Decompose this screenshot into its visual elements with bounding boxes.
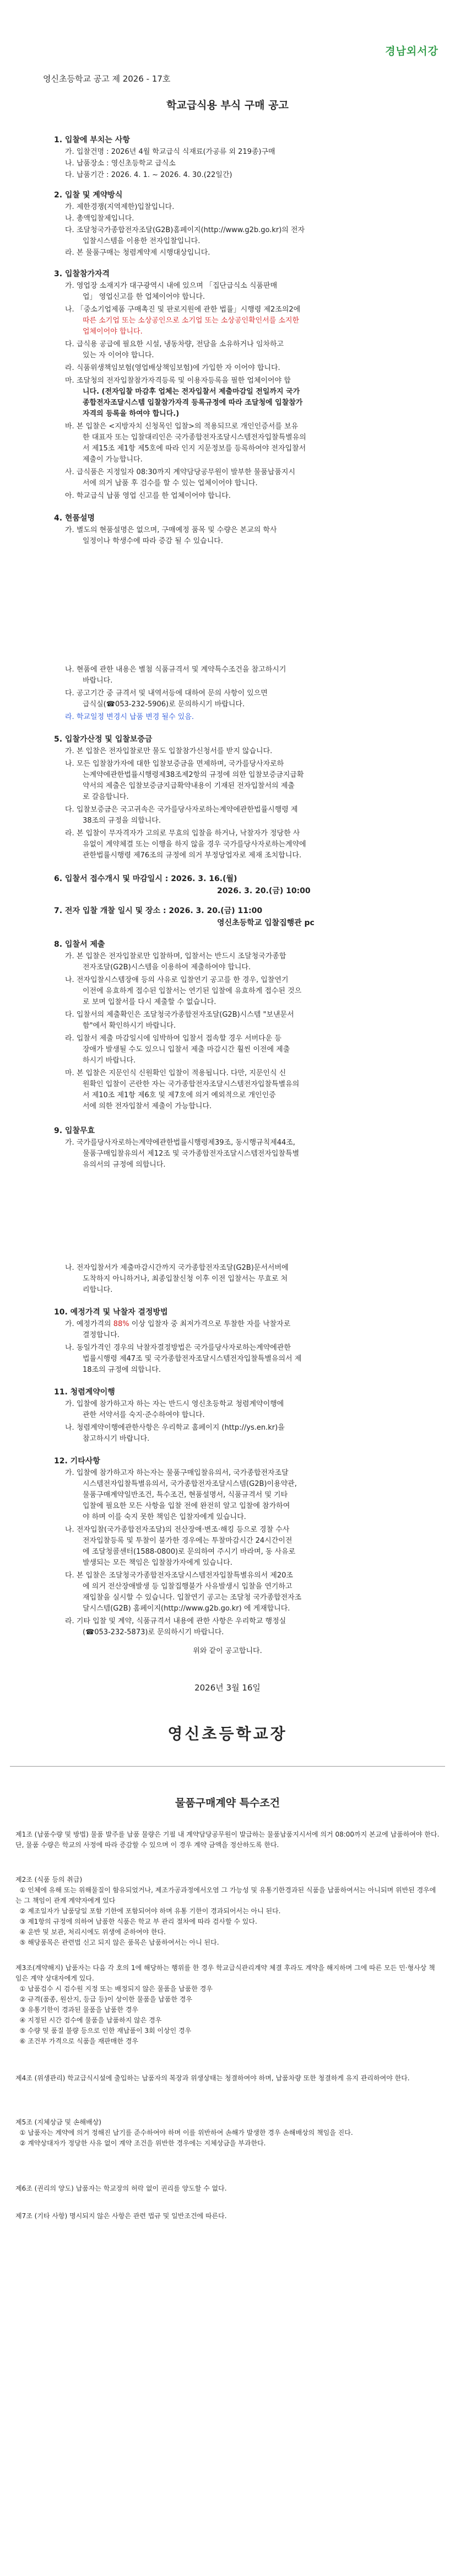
section-4-item: 가. 별도의 현품설명은 없으며, 구매예정 품목 및 수량은 본교의 학사 (65, 526, 277, 534)
section-12-item: 다. 본 입찰은 조달청국가종합전자조달시스템전자입찰특별유의서 제20조 (65, 1571, 293, 1580)
section-2-item: 가. 제한경쟁(지역제한)입찰입니다. (65, 203, 175, 211)
section-8-item-cont: 서 제10조 제1항 제6호 및 제7호에 의거 예외적으로 개인인증 (83, 1091, 276, 1099)
section-8-heading: 8. 입찰서 제출 (54, 940, 105, 949)
section-12-item-cont: 에 조달청콜센터(1588-0800)로 문의하여 주시기 바라며, 동 사유로 (83, 1548, 296, 1556)
section-5-item-cont: 로 갈음합니다. (83, 793, 129, 801)
section-5-item: 가. 본 입찰은 전자입찰로만 물도 입찰참가신청서를 받지 않습니다. (65, 747, 273, 755)
section-5-item: 다. 입찰보증금은 국고귀속은 국가를당사자로하는계약에관한법률시행령 제 (65, 806, 298, 814)
divider (10, 1766, 445, 1767)
section-3-item: 다. 급식용 공급에 필요한 시설, 냉동차량, 전담을 소유하거나 임차하고 (65, 340, 284, 348)
section-3-item-cont: 따른 소기업 또는 소상공인으로 소기업 또는 소상공인확인서를 소지한 (83, 316, 300, 325)
school-logo: 경남외서강 (385, 45, 438, 57)
section-12-item-cont: (☎053-232-5873)로 문의하시기 바랍니다. (83, 1628, 224, 1636)
section-12-item: 라. 기타 입찰 및 계약, 식품규격서 내용에 관한 사항은 우리학교 행정실 (65, 1617, 286, 1625)
section-3-item-cont: 업체이어야 합니다. (83, 328, 143, 336)
section-8-item: 가. 본 입찰은 전자입찰로만 입찰하며, 입찰서는 반드시 조달청국가종합 (65, 952, 286, 960)
section-8-item-cont: 전자조달(G2B)시스템을 이용하여 제출하여야 합니다. (83, 963, 251, 972)
section-5-item-cont: 유없이 계약체결 또는 이행을 하지 않을 경우 국가를당사자로하는계약에 (83, 840, 306, 849)
section-12-heading: 12. 기타사항 (54, 1457, 100, 1466)
section-12-item-cont: 입찰에 필요한 모든 사항을 입찰 전에 완전히 알고 입찰에 참가하여 (83, 1502, 290, 1510)
section-9-item-cont: 도착하지 아니하거나, 최종입찰신청 이후 이전 입찰서는 무효로 처 (83, 1275, 288, 1283)
section-12-item-cont: 야 하며 이를 숙지 못한 책임은 입찰자에게 있습니다. (83, 1513, 246, 1521)
section-8-item: 마. 본 입찰은 지문인식 신원확인 입찰이 적용됩니다. 다만, 지문인식 신 (65, 1069, 286, 1077)
section-12-item: 가. 입찰에 참가하고자 하는자는 물품구매입찰유의서, 국가종합전자조달 (65, 1469, 289, 1477)
section-9-item: 나. 전자입찰서가 제출마감시간까지 국가종합전자조달(G2B)문서서버에 (65, 1264, 289, 1272)
section-3-item-cont: 종합전자조달시스템 입찰참가자격 등록규정에 따라 조달청에 입찰참가 (83, 399, 303, 407)
section-3-item: 사. 급식품은 지정일자 08:30까지 계약담당공무원이 발부한 물품납품지시 (65, 468, 296, 476)
reserve-price-percent: 88% (113, 1320, 129, 1328)
section-8-item-cont: 이전에 유효하게 접수된 입찰서는 연기된 입찰에 유효하게 접수된 것으 (83, 987, 302, 995)
section-3-item: 가. 영업장 소재지가 대구광역시 내에 있으며 「집단급식소 식품판매 (65, 282, 278, 290)
section-9-item-cont: 유의서의 규정에 의합니다. (83, 1161, 166, 1169)
section-10-item-text: 이상 입찰자 중 최저가격으로 투찰한 자를 낙찰자로 (129, 1320, 291, 1328)
section-8-item-cont: 함"에서 확인하시기 바랍니다. (83, 1022, 176, 1030)
section-10-item-text: 가. 예정가격의 (65, 1320, 113, 1328)
section-5-item-cont: 관한법률시행령 제76조의 규정에 의거 부정당업자로 제재 조치합니다. (83, 851, 302, 860)
notice-date: 2026년 3월 16일 (194, 1683, 261, 1693)
page-title: 학교급식용 부식 구매 공고 (166, 99, 289, 111)
section-6-deadline: 2026. 3. 20.(금) 10:00 (217, 887, 311, 895)
article-2: 제2조 (식품 등의 취급) ① 인체에 유해 또는 위해물질이 함유되었거나, 제조가공과정에서오염 그 가능성 및 유통기한경과된 식품을 납품하여서는 아니되며 위반된 경우에는 그 책임이 관계 계약자에게 있다 ② 제조일자가 납품당일 포함 기한에 포함되어야 하며 유통 기한이 경과되어서는 아니 된다. ③ 제1항의 규정에 의하여 납품한 식품은 학교 부 관리 절차에 따라 검사할 수 있다. ④ 운반 및 보관, 처리시에도 위생에 준하여야 한다. ⑤ 해당품목은 관련법 신고 되지 않은 품목은 납품하여서는 아니 된다. (15, 1876, 436, 1946)
section-12-item-cont: 재입찰을 실시할 수 있습니다. 입찰연기 공고는 조달청 국가종합전자조 (83, 1593, 302, 1602)
section-4-item-cont: 일정이나 학생수에 따라 증감 될 수 있습니다. (83, 537, 223, 545)
section-3-item: 마. 조달청의 전자입찰참가자격등록 및 이용자등록을 필한 업체이어야 합 (65, 377, 291, 385)
section-4-item: 다. 공고기간 중 규격서 및 내역서등에 대하여 문의 사항이 있으면 (65, 689, 268, 697)
section-3-item: 라. 식품위생책임보험(영업배상책임보험)에 가입한 자 이어야 합니다. (65, 364, 280, 372)
section-5-heading: 5. 입찰가산정 및 입찰보증금 (54, 735, 153, 744)
section-10-item: 나. 동일가격인 경우의 낙찰자결정방법은 국가를당사자로하는계약에관한 (65, 1344, 291, 1352)
section-1-item: 가. 입찰건명 : 2026년 4월 학교급식 식재료(가공류 외 219종)구매 (65, 148, 275, 156)
section-1-heading: 1. 입찰에 부치는 사항 (54, 136, 130, 144)
section-9-heading: 9. 입찰무효 (54, 1126, 95, 1135)
section-9-item: 가. 국가를당사자로하는계약에관한법률시행령제39조, 동시행규칙제44조, (65, 1139, 295, 1147)
section-10-item (65, 1319, 418, 1330)
section-8-item-cont: 원확인 입찰이 곤란한 자는 국가종합전자조달시스템전자입찰특별유의 (83, 1080, 300, 1088)
section-12-item: 나. 전자입찰(국가종합전자조달)의 전산장애·변조·해킹 등으로 경찰 수사 (65, 1526, 290, 1534)
article-1: 제1조 (납품수량 및 방법) 물품 발주를 납품 물량은 기필 내 계약담당공무원이 발급하는 물품납품지시서에 의거 08:00까지 본교에 납품하여야 한다. 단, 물품 수량은 학교의 사정에 따라 증감할 수 있으며 이 경우 계약 금액을 정산하도록 한다. (15, 1831, 442, 1849)
section-4-item-cont: 급식실(☎053-232-5906)로 문의하시기 바랍니다. (83, 700, 245, 709)
section-5-item: 라. 본 입찰이 무자격자가 고의로 무효의 입찰을 하거나, 낙찰자가 정당한 사 (65, 829, 300, 838)
section-3-item-cont: 업」 영업신고를 한 업체이어야 합니다. (83, 293, 205, 301)
section-3-item-cont: 있는 자 이어야 합니다. (83, 351, 154, 359)
section-1-item: 나. 납품장소 : 영신초등학교 급식소 (65, 159, 176, 168)
notice-number: 영신초등학교 공고 제 2026 - 17호 (43, 74, 171, 84)
article-3: 제3조(계약해지) 납품자는 다음 각 호의 1에 해당하는 행위를 한 경우 학교급식관리계약 체결 후라도 계약을 해지하며 그에 따른 모든 민·형사상 책임은 계약 상대자에게 있다. ① 납품검수 시 검수원 지정 또는 배정되지 않은 물품을 납품한 경우 ② 규격(품종, 원산지, 등급 등)이 상이한 물품을 납품한 경우 ③ 유통기한이 경과된 물품을 납품한 경우 ④ 지정된 시간 검수에 물품을 납품하지 않은 경우 ⑤ 수량 및 품질 불량 등으로 인한 재납품이 3회 이상인 경우 ⑥ 조건부 가격으로 식품을 재판매한 경우 (15, 1964, 435, 2045)
section-5-item-cont: 약서의 제출은 입찰보증금지급확약내용이 기재된 전자입찰서의 제출 (83, 782, 295, 790)
article-7: 제7조 (기타 사항) 명시되지 않은 사항은 관련 법규 및 일반조건에 따른다. (15, 2212, 227, 2220)
section-8-item-cont: 로 보며 입찰서를 다시 제출할 수 없습니다. (83, 998, 216, 1006)
section-4-item-cont: 바랍니다. (83, 677, 113, 685)
section-3-item: 나. 「중소기업제품 구매촉진 및 판로지원에 관한 법률」시행령 제2조의2에 (65, 305, 301, 314)
section-9-item-cont: 리합니다. (83, 1286, 113, 1294)
section-2-heading: 2. 입찰 및 계약방식 (54, 191, 123, 200)
section-5-item-cont: 38조의 규정을 의합니다. (83, 817, 161, 825)
section-10-item-cont: 18조의 규정에 의합니다. (83, 1366, 161, 1374)
section-3-item-cont: 니다. (전자입찰 마감후 업체는 전자입찰서 제출마감일 전일까지 국가 (83, 388, 300, 396)
section-2-item: 라. 본 물품구매는 청렴계약제 시행대상입니다. (65, 249, 210, 257)
section-11-heading: 11. 청렴계약이행 (54, 1388, 115, 1397)
section-10-heading: 10. 예정가격 및 낙찰자 결정방법 (54, 1308, 168, 1317)
section-12-item-cont: 달시스템(G2B) 홈페이지(http://www.g2b.go.kr) 에 게재합니다. (83, 1604, 290, 1613)
section-3-item-cont: 제출이 가능합니다. (83, 455, 143, 464)
article-5: 제5조 (지체상금 및 손해배상) ① 납품자는 계약에 의거 정해진 납기를 준수하여야 하며 이를 위반하여 손해가 발생한 경우 손해배상의 책임을 진다. ② 계약상대자가 정당한 사유 없이 계약 조건을 위반한 경우에는 지체상금을 부과한다. (15, 2118, 353, 2147)
section-3-item-cont: 서 제15조 제1항 제5호에 따라 인지 지문정보를 등록하여야 전자입찰서 (83, 444, 306, 453)
section-1-item: 다. 납품기간 : 2026. 4. 1. ~ 2026. 4. 30.(22일간) (65, 171, 232, 179)
section-8-item-cont: 서에 의한 전자입찰서 제출이 가능합니다. (83, 1102, 212, 1110)
section-12-item-cont: 시스템전자입찰특별유의서, 국가종합전자조달시스템(G2B)이용약관, (83, 1480, 297, 1488)
section-10-item-cont: 결정합니다. (83, 1331, 120, 1339)
article-4: 제4조 (위생관리) 학교급식시설에 출입하는 납품자의 복장과 위생상태는 청결하여야 하며, 납품차량 또한 청결하게 유지 관리하여야 한다. (15, 2074, 410, 2082)
section-5-item-cont: 는계약에관한법률시행령제38조제2항의 규정에 의한 입찰보증금지급확 (83, 771, 304, 779)
section-12-item-cont: 발생되는 모든 책임은 입찰참가자에게 있습니다. (83, 1559, 232, 1567)
section-8-item-cont: 장애가 발생될 수도 있으니 입찰서 제출 마감시간 훨씬 이전에 제출 (83, 1045, 290, 1054)
section-3-item-cont: 자격의 등록을 하여야 합니다.) (83, 410, 180, 418)
section-7-place: 영신초등학교 입찰집행관 pc (217, 919, 315, 927)
section-6-heading: 6. 입찰서 접수개시 및 마감일시 : 2026. 3. 16.(월) (54, 874, 237, 883)
section-11-item: 나. 청렴계약이행에관한사항은 우리학교 홈페이지 (http://ys.en.kr)을 (65, 1424, 285, 1432)
section-2-item: 다. 조달청국가종합전자조달(G2B)홈페이지(http://www.g2b.go.kr)의 전자 (65, 226, 305, 234)
section-3-item: 아. 학교급식 납품 영업 신고를 한 업체이어야 합니다. (65, 492, 231, 500)
section-4-item: 나. 현품에 관한 내용은 별첨 식품규격서 및 계약특수조건을 참고하시기 (65, 666, 286, 674)
section-11-item: 가. 입찰에 참가하고자 하는 자는 반드시 영신초등학교 청렴계약이행에 (65, 1400, 284, 1408)
section-9-item-cont: 물품구매입찰유의서 제12조 및 국가종합전자조달시스템전자입찰특별 (83, 1150, 300, 1158)
article-6: 제6조 (권리의 양도) 납품자는 학교장의 허락 없이 권리를 양도할 수 없다. (15, 2185, 227, 2192)
section-2-item: 나. 총액입찰제입니다. (65, 214, 134, 223)
section-8-item: 라. 입찰서 제출 마감일시에 임박하여 입찰서 접속할 경우 서버다운 등 (65, 1034, 281, 1043)
section-10-item-cont: 법률시행령 제47조 및 국가종합전자조달시스템전자입찰특별유의서 제 (83, 1355, 302, 1363)
section-2-item-cont: 입찰시스템을 이용한 전자입찰입니다. (83, 237, 201, 245)
signer-name: 영신초등학교장 (167, 1725, 288, 1743)
section-12-item-cont: 물품구매계약일반조건, 특수조건, 현품설명서, 식품규격서 및 기타 (83, 1491, 288, 1499)
section-4-heading: 4. 현품설명 (54, 514, 95, 523)
section-3-item-cont: 한 대표자 또는 입찰대리인은 국가종합전자조달시스템전자입찰특별유의 (83, 433, 306, 442)
special-conditions-title: 물품구매계약 특수조건 (175, 1797, 280, 1809)
section-3-heading: 3. 입찰참가자격 (54, 270, 110, 278)
section-8-item-cont: 하시기 바랍니다. (83, 1056, 136, 1065)
section-4-item: 라. 학교일정 변경시 납품 변경 될수 있음. (65, 713, 194, 721)
section-11-item-cont: 참고하시기 바랍니다. (83, 1435, 150, 1443)
section-3-item-cont: 서에 의거 납품 후 검수를 할 수 있는 업체이어야 합니다. (83, 479, 258, 487)
section-3-item: 바. 본 입찰은 <지방자치 신청목인 입찰>의 적용되므로 개인인증서를 보유 (65, 422, 299, 431)
section-12-item-cont: 에 의거 전산장애발생 등 입찰집행불가 사유발생시 입찰을 연기하고 (83, 1582, 292, 1591)
section-8-item: 다. 입찰서의 제출확인은 조달청국가종합전자조달(G2B)시스템 "보낸문서 (65, 1011, 294, 1019)
section-11-item-cont: 관한 서약서를 숙지·준수하여야 합니다. (83, 1411, 205, 1419)
section-5-item: 나. 모든 입찰참가자에 대한 입찰보증금을 면제하며, 국가를당사자로하 (65, 760, 284, 768)
section-12-item-cont: 전자입찰등록 및 투찰이 불가한 경우에는 투찰마감시간 24시간이전 (83, 1537, 292, 1545)
closing-statement: 위와 같이 공고합니다. (193, 1647, 262, 1655)
section-7-heading: 7. 전자 입찰 개찰 일시 및 장소 : 2026. 3. 20.(금) 11:00 (54, 906, 263, 915)
section-8-item: 나. 전자입찰시스템장애 등의 사유로 입찰연기 공고를 한 경우, 입찰연기 (65, 976, 289, 984)
